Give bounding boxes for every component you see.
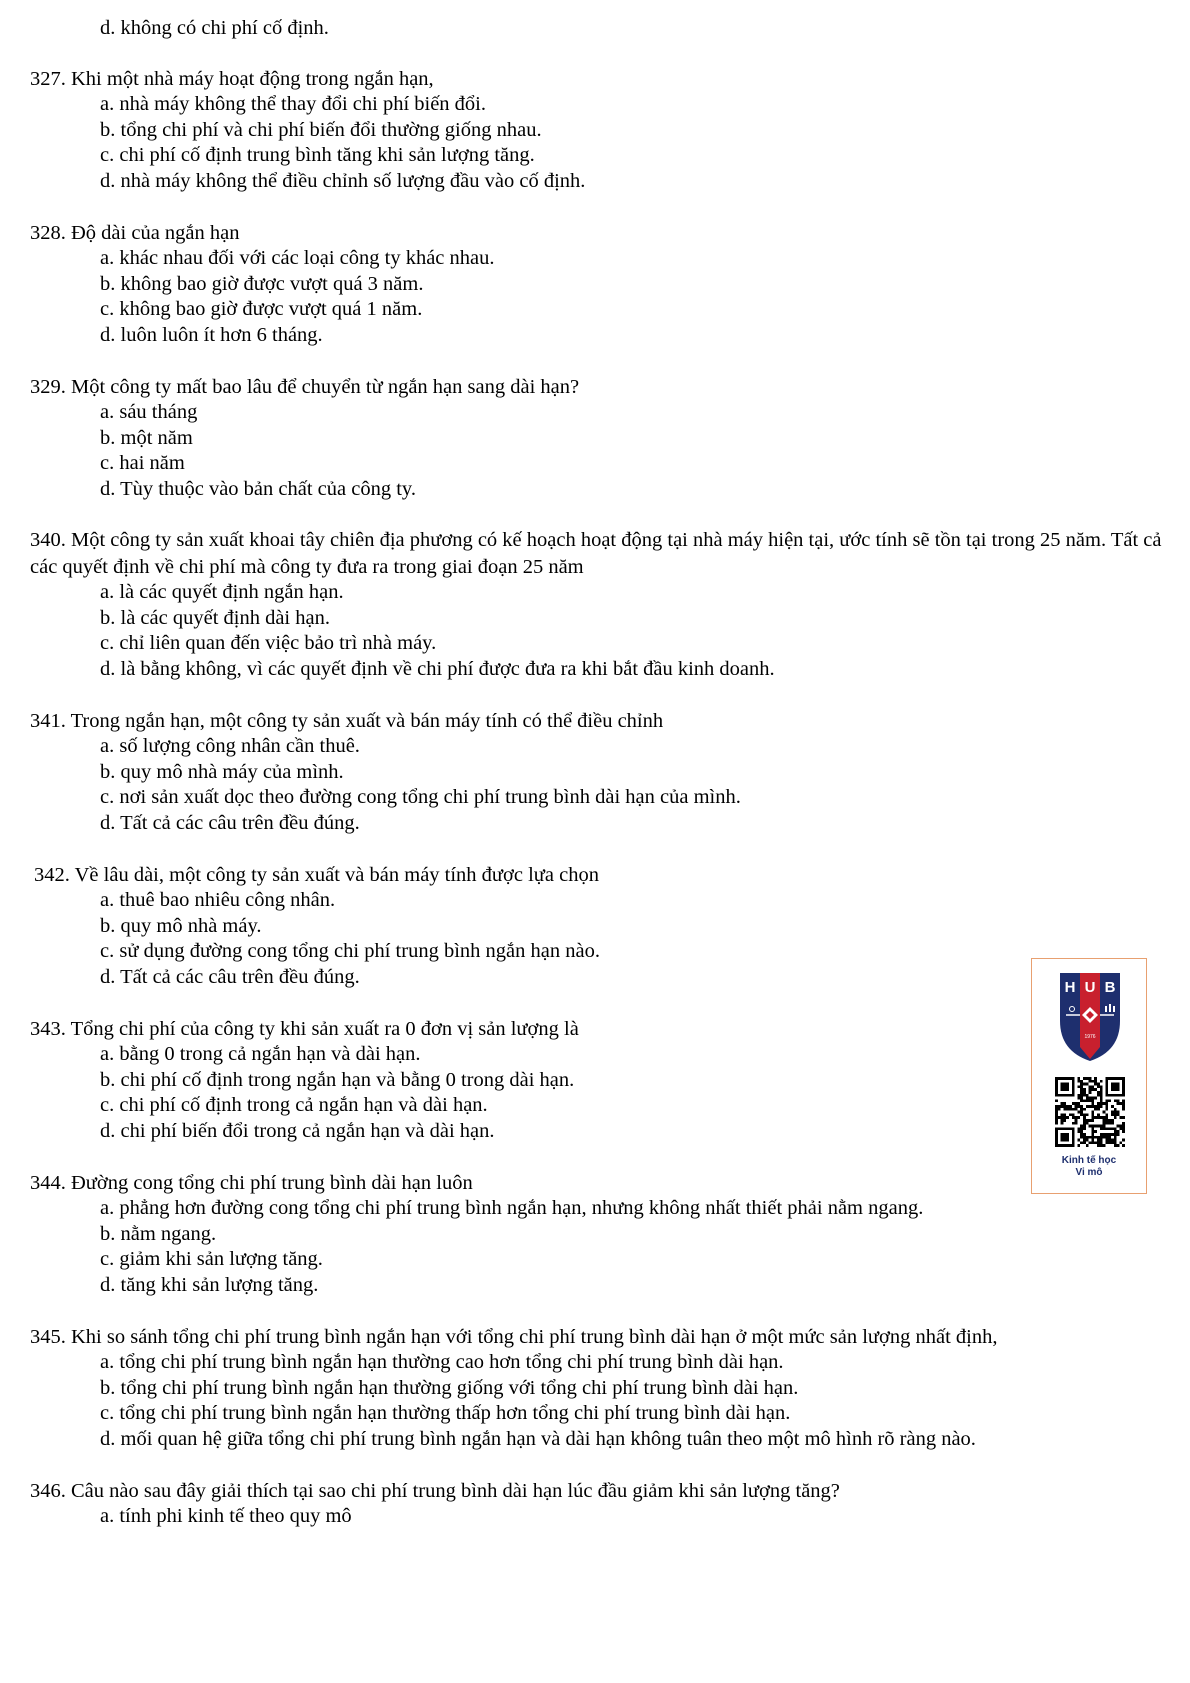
- question-345-option-b: b. tổng chi phí trung bình ngắn hạn thường giống với tổng chi phí trung bình dài hạn.: [100, 1377, 799, 1399]
- question-329-option-a: a. sáu tháng: [100, 401, 198, 423]
- question-343-option-c: c. chi phí cố định trong cả ngắn hạn và dài hạn.: [100, 1094, 488, 1116]
- brand-box: [1031, 958, 1147, 1194]
- question-328-option-a: a. khác nhau đối với các loại công ty khác nhau.: [100, 247, 495, 269]
- question-340-stem: 340. Một công ty sản xuất khoai tây chiên địa phương có kế hoạch hoạt động tại nhà máy hiện tại, ước tính sẽ tồn tại trong 25 năm. Tất cả các quyết định về chi phí mà công ty đưa ra trong giai đoạn 25 năm: [30, 529, 1162, 578]
- question-342-option-c: c. sử dụng đường cong tổng chi phí trung bình ngắn hạn nào.: [100, 940, 600, 962]
- question-343-option-b: b. chi phí cố định trong ngắn hạn và bằng 0 trong dài hạn.: [100, 1069, 575, 1091]
- question-344-option-c: c. giảm khi sản lượng tăng.: [100, 1248, 323, 1270]
- question-344-option-d: d. tăng khi sản lượng tăng.: [100, 1274, 319, 1296]
- question-345-stem: 345. Khi so sánh tổng chi phí trung bình ngắn hạn với tổng chi phí trung bình dài hạn ở một mức sản lượng nhất định,: [30, 1326, 998, 1348]
- prev-option-d: d. không có chi phí cố định.: [100, 17, 329, 39]
- qr-code-icon: [1055, 1077, 1125, 1147]
- question-328-option-c: c. không bao giờ được vượt quá 1 năm.: [100, 298, 423, 320]
- question-340-option-a: a. là các quyết định ngắn hạn.: [100, 581, 344, 603]
- question-341-stem: 341. Trong ngắn hạn, một công ty sản xuất và bán máy tính có thể điều chỉnh: [30, 710, 664, 732]
- question-346-stem: 346. Câu nào sau đây giải thích tại sao chi phí trung bình dài hạn lúc đầu giảm khi sản lượng tăng?: [30, 1480, 840, 1502]
- question-329-option-b: b. một năm: [100, 427, 193, 449]
- question-343-stem: 343. Tổng chi phí của công ty khi sản xuất ra 0 đơn vị sản lượng là: [30, 1018, 579, 1040]
- question-344-option-a: a. phẳng hơn đường cong tổng chi phí trung bình ngắn hạn, nhưng không nhất thiết phải nằm ngang.: [100, 1197, 924, 1219]
- question-329-stem: 329. Một công ty mất bao lâu để chuyển từ ngắn hạn sang dài hạn?: [30, 376, 580, 398]
- question-343-option-d: d. chi phí biến đổi trong cả ngắn hạn và dài hạn.: [100, 1120, 495, 1142]
- logo-letter-u: U: [1084, 979, 1096, 996]
- question-328-stem: 328. Độ dài của ngắn hạn: [30, 222, 240, 244]
- brand-caption-line2: Vi mô: [1075, 1167, 1103, 1178]
- question-344-option-b: b. nằm ngang.: [100, 1223, 217, 1245]
- question-327-option-d: d. nhà máy không thể điều chỉnh số lượng đầu vào cố định.: [100, 170, 586, 192]
- question-346-option-a: a. tính phi kinh tế theo quy mô: [100, 1505, 352, 1527]
- question-327-option-a: a. nhà máy không thể thay đổi chi phí biến đổi.: [100, 93, 487, 115]
- question-345-option-d: d. mối quan hệ giữa tổng chi phí trung bình ngắn hạn và dài hạn không tuân theo một mô hình rõ ràng nào.: [100, 1428, 976, 1450]
- hub-logo: [1032, 959, 1148, 1071]
- brand-caption-line1: Kinh tế học: [1061, 1155, 1117, 1166]
- question-341-option-c: c. nơi sản xuất dọc theo đường cong tổng chi phí trung bình dài hạn của mình.: [100, 786, 741, 808]
- question-344-stem: 344. Đường cong tổng chi phí trung bình dài hạn luôn: [30, 1172, 473, 1194]
- question-327-stem: 327. Khi một nhà máy hoạt động trong ngắn hạn,: [30, 68, 434, 90]
- question-345-option-c: c. tổng chi phí trung bình ngắn hạn thường thấp hơn tổng chi phí trung bình dài hạn.: [100, 1402, 791, 1424]
- question-341-option-a: a. số lượng công nhân cần thuê.: [100, 735, 360, 757]
- question-342-option-d: d. Tất cả các câu trên đều đúng.: [100, 966, 360, 988]
- question-329-option-c: c. hai năm: [100, 452, 185, 474]
- question-341-option-b: b. quy mô nhà máy của mình.: [100, 761, 344, 783]
- question-327-option-b: b. tổng chi phí và chi phí biến đổi thường giống nhau.: [100, 119, 542, 141]
- question-343-option-a: a. bằng 0 trong cả ngắn hạn và dài hạn.: [100, 1043, 421, 1065]
- question-329-option-d: d. Tùy thuộc vào bản chất của công ty.: [100, 478, 416, 500]
- logo-letter-b: B: [1104, 979, 1116, 996]
- question-341-option-d: d. Tất cả các câu trên đều đúng.: [100, 812, 360, 834]
- question-327-option-c: c. chi phí cố định trung bình tăng khi sản lượng tăng.: [100, 144, 535, 166]
- question-342-option-b: b. quy mô nhà máy.: [100, 915, 262, 937]
- question-340-option-d: d. là bằng không, vì các quyết định về chi phí được đưa ra khi bắt đầu kinh doanh.: [100, 658, 775, 680]
- logo-letter-h: H: [1064, 979, 1076, 996]
- question-342-option-a: a. thuê bao nhiêu công nhân.: [100, 889, 336, 911]
- logo-year: 1976: [1084, 1034, 1096, 1040]
- question-328-option-d: d. luôn luôn ít hơn 6 tháng.: [100, 324, 323, 346]
- question-342-stem: 342. Về lâu dài, một công ty sản xuất và bán máy tính được lựa chọn: [34, 864, 599, 886]
- question-345-option-a: a. tổng chi phí trung bình ngắn hạn thường cao hơn tổng chi phí trung bình dài hạn.: [100, 1351, 784, 1373]
- question-340-option-b: b. là các quyết định dài hạn.: [100, 607, 330, 629]
- question-328-option-b: b. không bao giờ được vượt quá 3 năm.: [100, 273, 424, 295]
- question-340-option-c: c. chỉ liên quan đến việc bảo trì nhà máy.: [100, 632, 437, 654]
